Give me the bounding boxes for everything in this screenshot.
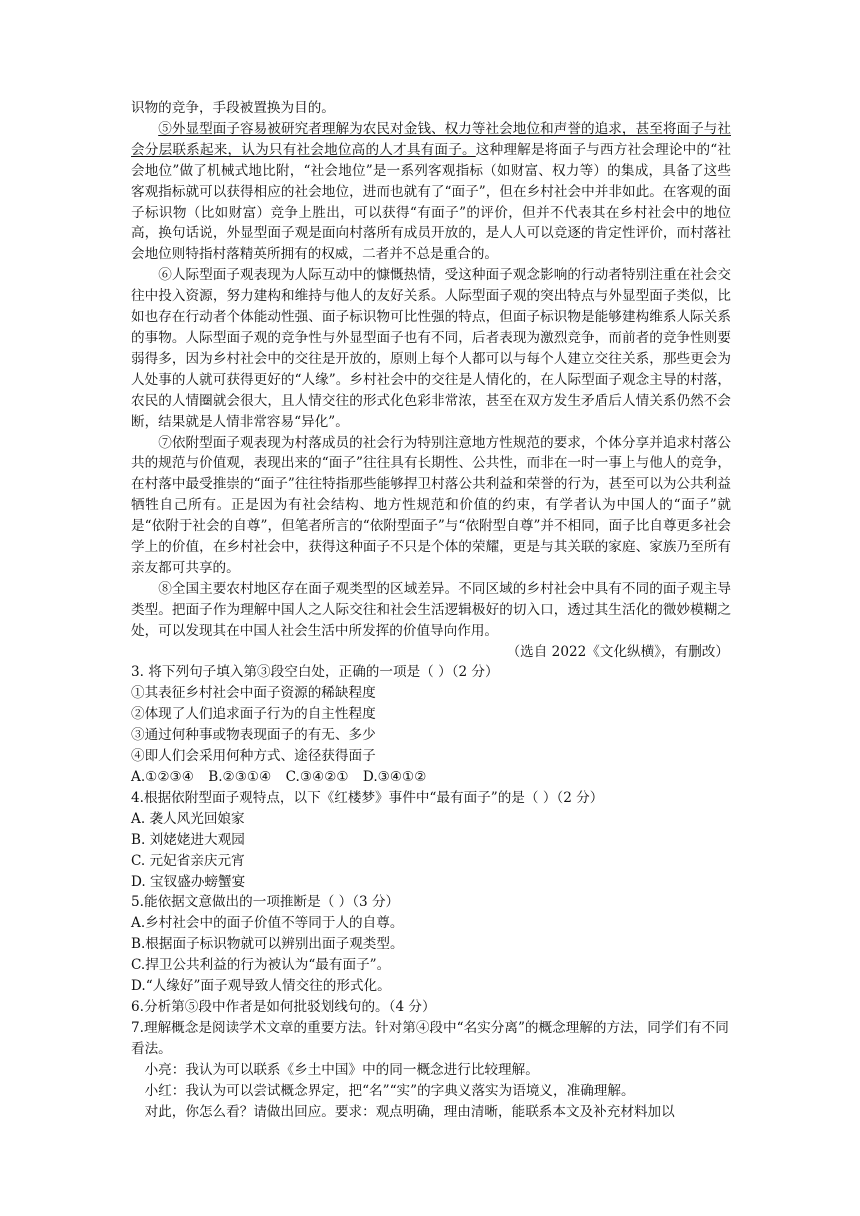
paragraph-8: ⑧全国主要农村地区存在面子观类型的区域差异。不同区域的乡村社会中具有不同的面子观主导类型。把面子作为理解中国人之人际交往和社会生活逻辑极好的切入口，透过其生活化的微妙模糊之处，可以发现其在中国人社会生活中所发挥的价值导向作用。 (131, 580, 731, 639)
question-3-option-a: A.①②③④ (131, 769, 194, 785)
question-3-item: ④即人们会采用何种方式、途径获得面子 (131, 748, 376, 765)
underlined-sentence: ⑤外显型面子容易被研究者理解为农民对金钱、权力等社会地位和声誉的追求，甚至将面子与社会分层联系起来，认为只有社会地位高的人才具有面子。 (131, 120, 731, 158)
question-4-option-c: C. 元妃省亲庆元宵 (131, 852, 245, 869)
question-3-option-d: D.③④①② (362, 769, 427, 785)
paragraph-5 (131, 119, 731, 265)
exam-page (131, 98, 731, 1122)
question-3-stem: 3. 将下列句子填入第③段空白处，正确的一项是（ ）（2 分） (131, 664, 499, 681)
paragraph-6: ⑥人际型面子观表现为人际互动中的慷慨热情，受这种面子观念影响的行动者特别注重在社会交往中投入资源，努力建构和维持与他人的友好关系。人际型面子观的突出特点与外显型面子类似，比如也存在行动者个体能动性强、面子标识物可比性强的特点，但面子标识物是能够建构维系人际关系的事物。人际型面子观的竞争性与外显型面子也有不同，后者表现为激烈竞争，而前者的竞争性则要弱得多，因为乡村社会中的交往是开放的，原则上每个人都可以与每个人建立交往关系，那些更会为人处事的人就可获得更好的“人缘”。乡村社会中的交往是人情化的，在人际型面子观念主导的村落，农民的人情圈就会很大，且人情交往的形式化色彩非常浓，甚至在双方发生矛盾后人情关系仍然不会断，结果就是人情非常容易“异化”。 (131, 267, 731, 430)
question-4-option-d: D. 宝钗盛办螃蟹宴 (131, 873, 246, 890)
question-7-stem: 7.理解概念是阅读学术文章的重要方法。针对第④段中“名实分离”的概念理解的方法，同学们有不同看法。 (131, 1019, 729, 1057)
question-5-option-b: B.根据面子标识物就可以辨别出面子观类型。 (131, 936, 404, 953)
passage-lead-line: 识物的竞争，手段被置换为目的。 (131, 100, 335, 116)
question-3-item: ①其表征乡村社会中面子资源的稀缺程度 (131, 685, 376, 702)
question-5-option-a: A.乡村社会中的面子价值不等同于人的自尊。 (131, 915, 404, 932)
question-5-option-d: D.“人缘好”面子观导致人情交往的形式化。 (131, 978, 391, 995)
question-4-option-b: B. 刘姥姥进大观园 (131, 831, 245, 848)
question-3-option-c: C.③④②① (285, 769, 349, 785)
question-6-stem: 6.分析第⑤段中作者是如何批驳划线句的。（4 分） (131, 998, 436, 1015)
question-5-stem: 5.能依据文意做出的一项推断是（ ）（3 分） (131, 894, 400, 911)
question-3-options (131, 767, 731, 788)
question-7-requirement: 对此，你怎么看？请做出回应。要求：观点明确，理由清晰，能联系本文及补充材料加以 (144, 1103, 675, 1120)
question-4-option-a: A. 袭人风光回娘家 (131, 810, 245, 827)
paragraph-7: ⑦依附型面子观表现为村落成员的社会行为特别注意地方性规范的要求，个体分享并追求村落公共的规范与价值观，表现出来的“面子”往往具有长期性、公共性，而非在一时一事上与他人的竞争，在村落中最受推崇的“面子”往往特指那些能够捍卫村落公共利益和荣誉的行为，甚至可以为公共利益牺牲自己所有。正是因为有社会结构、地方性规范和价值的约束，有学者认为中国人的“面子”就是“依附于社会的自尊”，但笔者所言的“依附型面子”与“依附型自尊”并不相同，面子比自尊更多社会学上的价值，在乡村社会中，获得这种面子不只是个体的荣耀，更是与其关联的家庭、家族乃至所有亲友都可共享的。 (131, 434, 731, 576)
question-3-option-b: B.②③①④ (208, 769, 272, 785)
paragraph-5-rest: 这种理解是将面子与西方社会理论中的“社会地位”做了机械式地比附，“社会地位”是一系列客观指标（如财富、权力等）的集成，具备了这些客观指标就可以获得相应的社会地位，进而也就有了“面子”，但在乡村社会中并非如此。在客观的面子标识物（比如财富）竞争上胜出，可以获得“有面子”的评价，但并不代表其在乡村社会中的地位高，换句话说，外显型面子观是面向村落所有成员开放的，是人人可以竞逐的肯定性评价，而村落社会地位则特指村落精英所拥有的权威，二者并不总是重合的。 (131, 141, 731, 263)
source-citation: （选自 2022《文化纵横》，有删改） (506, 643, 729, 660)
question-3-item: ②体现了人们追求面子行为的自主性程度 (131, 706, 376, 723)
question-5-option-c: C.捍卫公共利益的行为被认为“最有面子”。 (131, 957, 391, 974)
xiaohong-view: 小红：我认为可以尝试概念界定，把“名”“实”的字典义落实为语境义，准确理解。 (144, 1082, 635, 1099)
xiaoliang-view: 小亮：我认为可以联系《乡土中国》中的同一概念进行比较理解。 (144, 1061, 539, 1078)
question-4-stem: 4.根据依附型面子观特点，以下《红楼梦》事件中“最有面子”的是（ ）（2 分） (131, 789, 604, 806)
question-3-item: ③通过何种事或物表现面子的有无、多少 (131, 727, 376, 744)
